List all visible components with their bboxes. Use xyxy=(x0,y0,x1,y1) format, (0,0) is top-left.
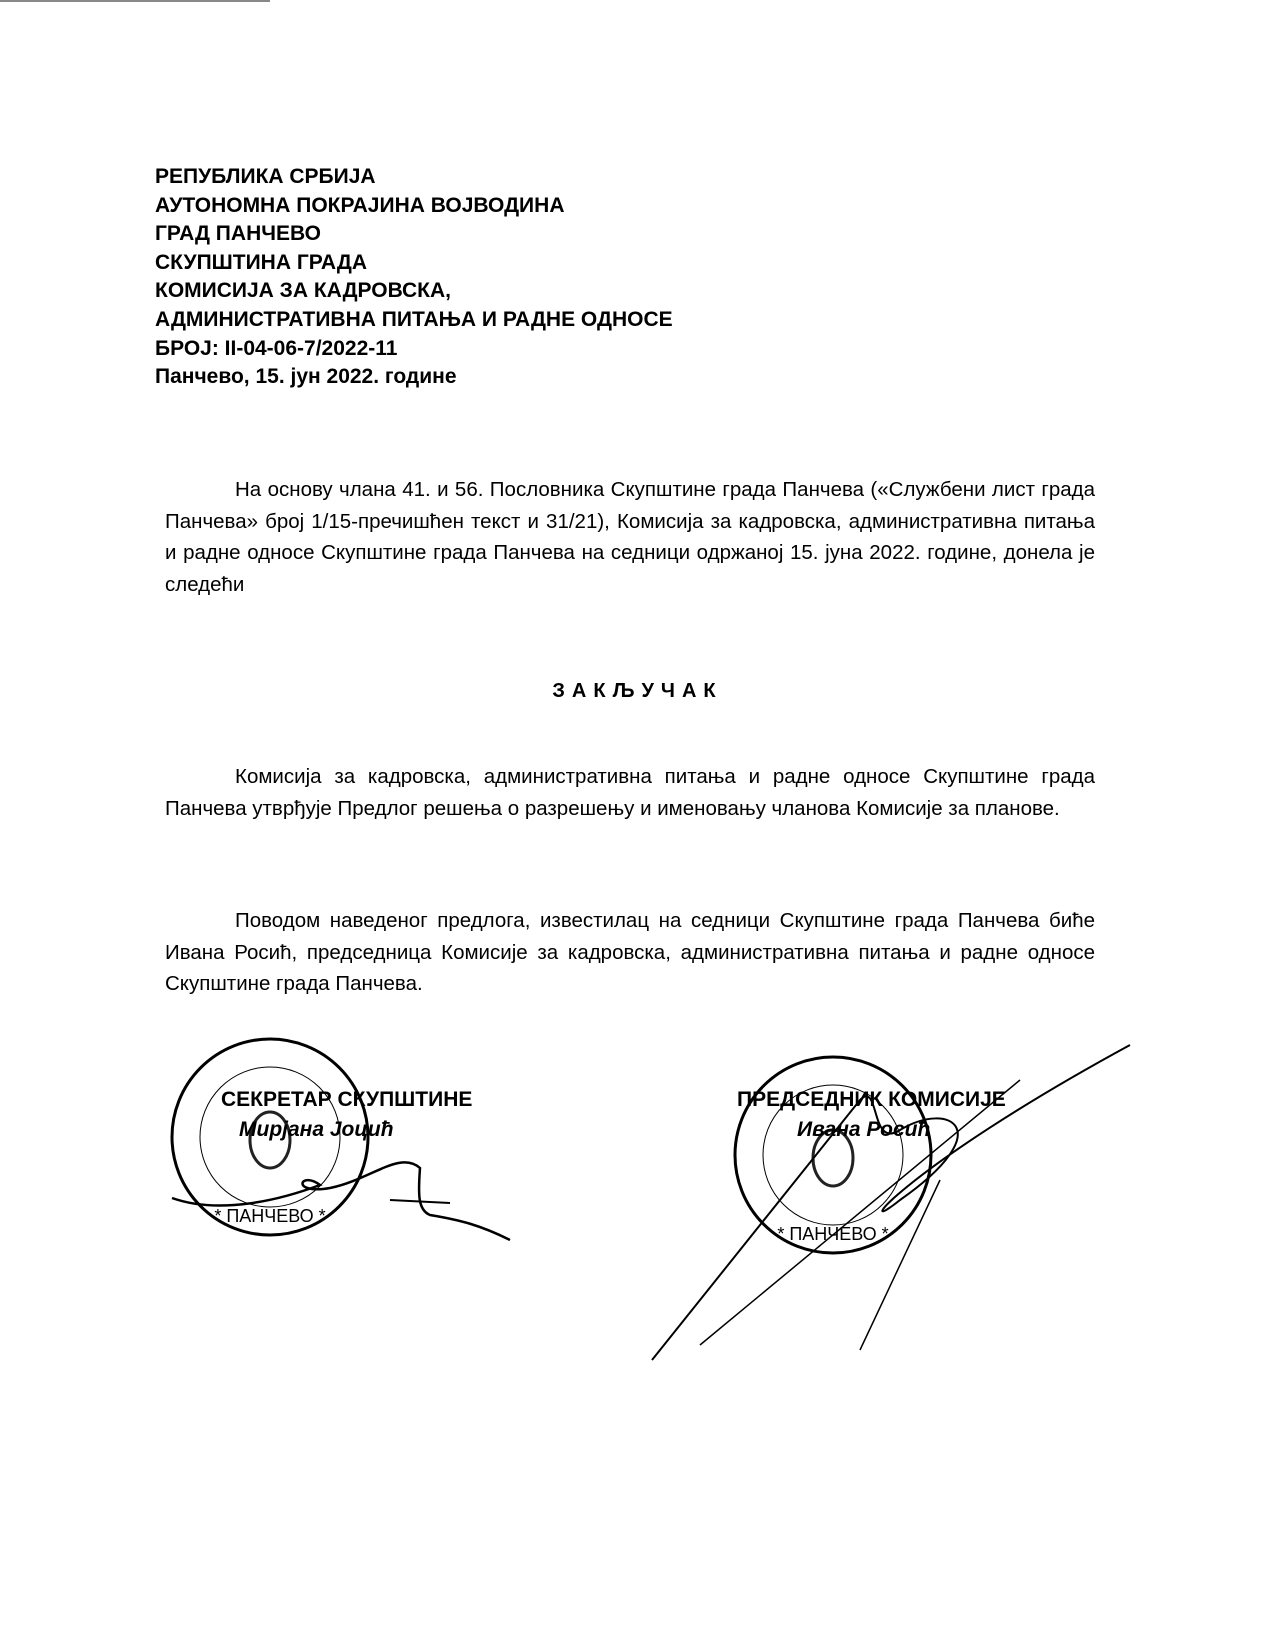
document-title: ЗАКЉУЧАК xyxy=(552,680,723,702)
svg-text:* ПАНЧЕВО *: * ПАНЧЕВО * xyxy=(777,1224,889,1244)
signature-name: Ивана Росић xyxy=(797,1118,931,1141)
signature-role: ПРЕДСЕДНИК КОМИСИЈЕ xyxy=(737,1088,1006,1111)
header-line: АУТОНОМНА ПОКРАЈИНА ВОЈВОДИНА xyxy=(155,193,565,217)
header-line: АДМИНИСТРАТИВНА ПИТАЊА И РАДНЕ ОДНОСЕ xyxy=(155,307,673,331)
body-text: Комисија за кадровска, административна питања и радне односе Скупштине града Панчева утврђује Предлог решења о разрешењу и именовању чланова Комисије за планове. xyxy=(165,765,1095,820)
header-line: РЕПУБЛИКА СРБИЈА xyxy=(155,165,376,188)
body-text: Поводом наведеног предлога, известилац на седници Скупштине града Панчева биће Ивана Росић, председница Комисије за кадровска, административна питања и радне односе Скупштине града Панчева. xyxy=(165,909,1095,995)
document-date: Панчево, 15. јун 2022. године xyxy=(155,365,457,389)
header-line: СКУПШТИНА ГРАДА xyxy=(155,250,367,274)
document-number: БРОЈ: II-04-06-7/2022-11 xyxy=(155,336,398,360)
preamble-text: На основу члана 41. и 56. Пословника Скупштине града Панчева («Службени лист града Панчева» број 1/15-пречишћен текст и 31/21), Комисија за кадровска, административна питања и радне односе Скупштине града Панчева на седници одржаној 15. јуна 2022. године, донела је следећи xyxy=(165,478,1095,596)
signature-role: СЕКРЕТАР СКУПШТИНЕ xyxy=(221,1088,473,1111)
header-line: ГРАД ПАНЧЕВО xyxy=(155,222,321,246)
signature-name: Мирјана Јоцић xyxy=(239,1118,394,1141)
svg-text:* ПАНЧЕВО *: * ПАНЧЕВО * xyxy=(214,1206,326,1226)
header-line: КОМИСИЈА ЗА КАДРОВСКА, xyxy=(155,279,451,303)
